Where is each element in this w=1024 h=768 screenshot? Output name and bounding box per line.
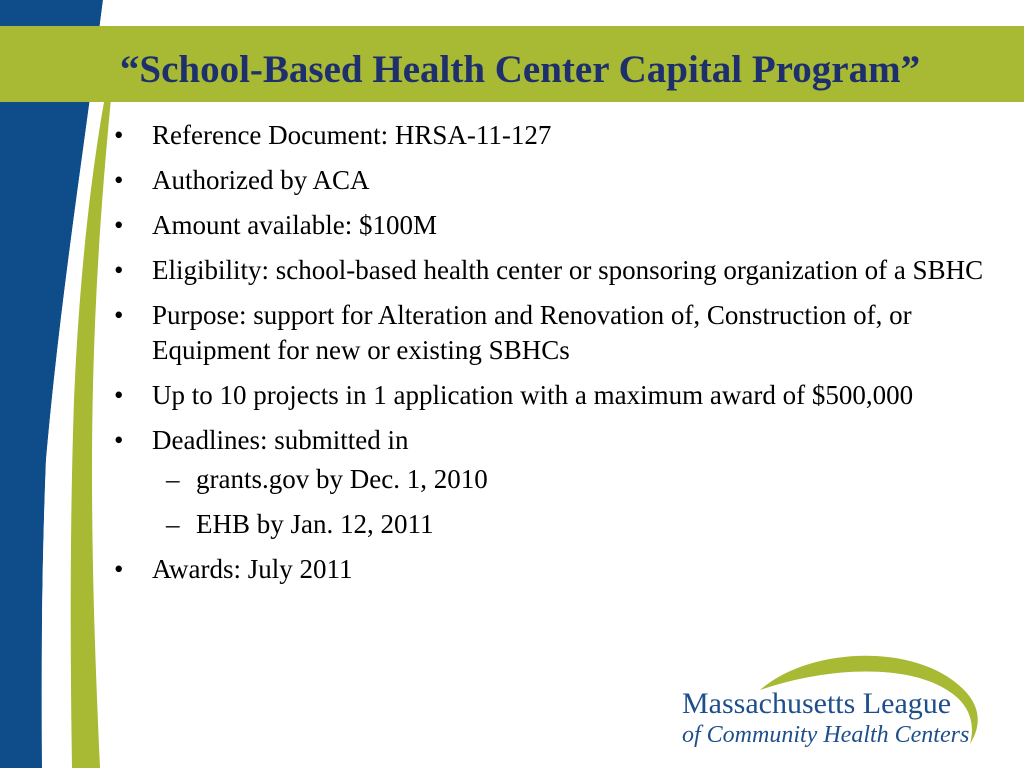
bullet-text: Purpose: support for Alteration and Renovation of, Construction of, or Equipment for new or existing SBHCs [152,300,912,365]
bullet-list [112,118,992,597]
mlchc-logo [670,652,990,752]
bullet-text: Reference Document: HRSA-11-127 [152,120,552,150]
bullet-text: Deadlines: submitted in [152,425,409,455]
bullet-item [112,423,992,542]
bullet-text: Authorized by ACA [152,165,370,195]
bullet-text: Up to 10 projects in 1 application with a maximum award of $500,000 [152,380,914,410]
bullet-text: Amount available: $100M [152,210,437,240]
bullet-item [112,253,992,288]
bullet-text: Awards: July 2011 [152,554,353,584]
logo-line2: of Community Health Centers [682,722,970,748]
bullet-item [112,298,992,368]
bullet-item [112,163,992,198]
bullet-item [112,378,992,413]
bullet-item [112,552,992,587]
logo-line1: Massachusetts League [682,687,952,720]
slide-title: “School-Based Health Center Capital Program” [119,48,921,91]
sub-bullet-item: – EHB by Jan. 12, 2011 [152,507,992,542]
sub-bullet-item: – grants.gov by Dec. 1, 2010 [152,462,992,497]
bullet-item [112,208,992,243]
sub-bullet-list [152,462,992,542]
bullet-item [112,118,992,153]
bullet-text: Eligibility: school-based health center or sponsoring organization of a SBHC [152,255,984,285]
